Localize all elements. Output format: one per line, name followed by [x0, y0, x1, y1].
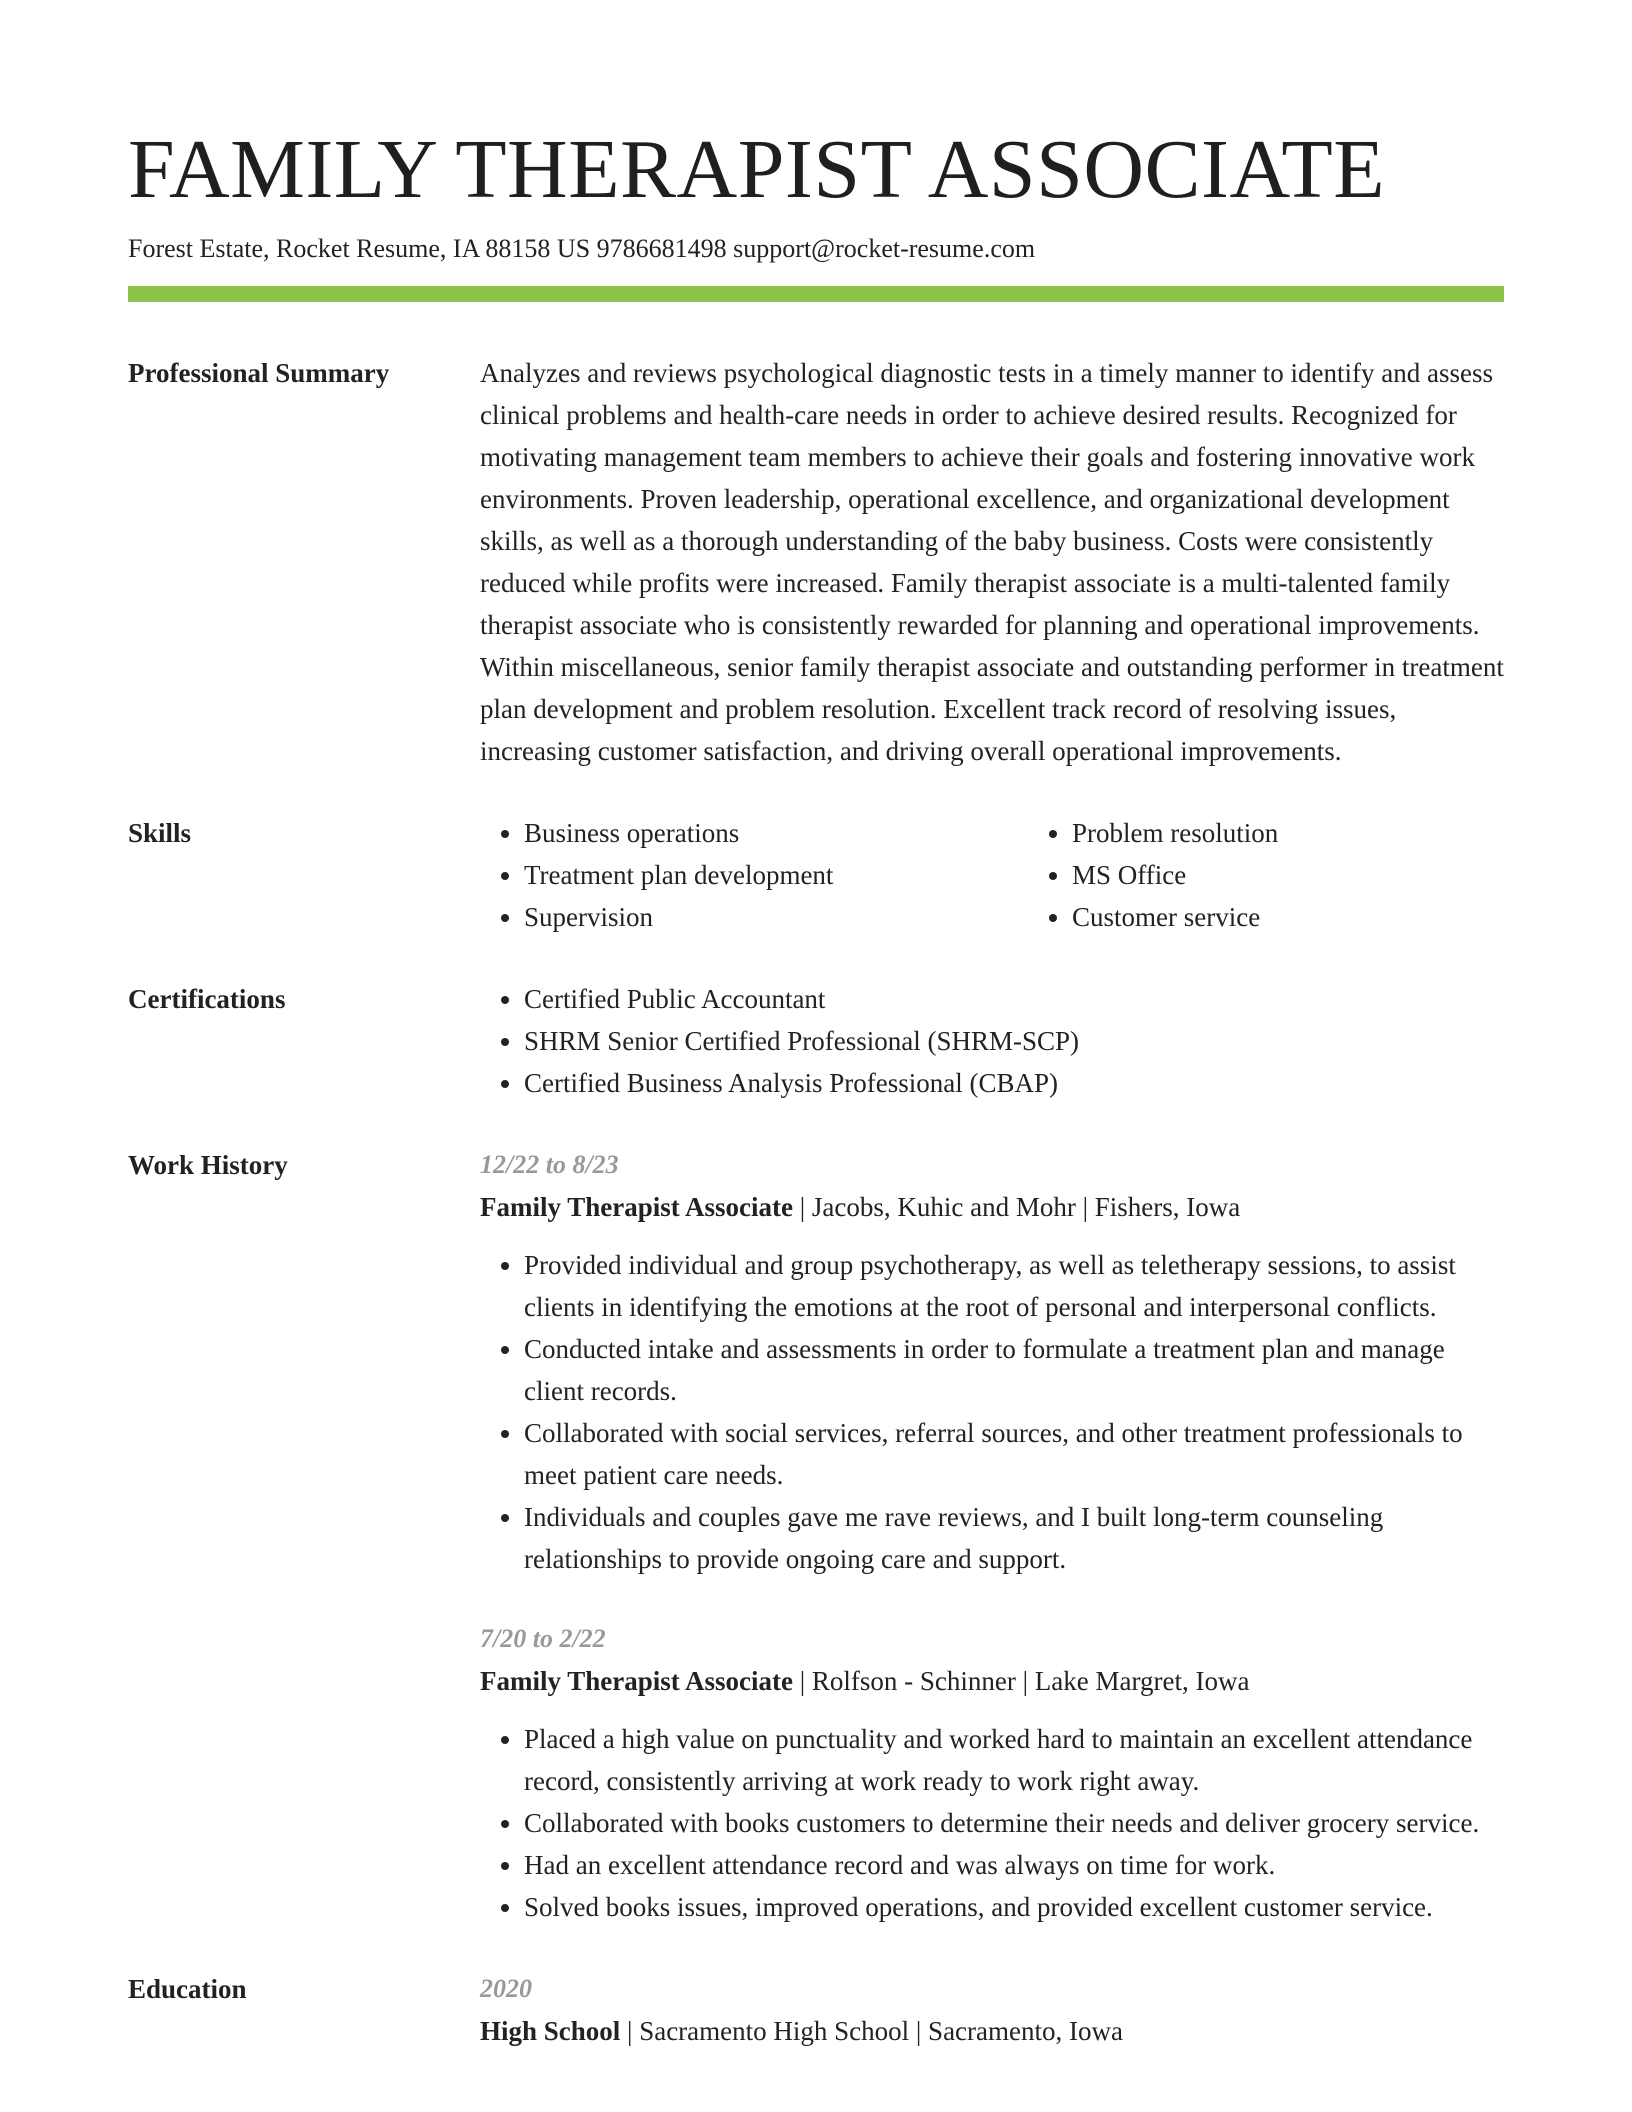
- job-employer-location: | Jacobs, Kuhic and Mohr | Fishers, Iowa: [793, 1192, 1241, 1222]
- skill-item: • Customer service: [1072, 896, 1576, 938]
- education-degree: High School: [480, 2016, 621, 2046]
- work-history-section: [128, 1144, 1504, 1928]
- skills-list-right: [1028, 812, 1576, 938]
- education-school-location: | Sacramento High School | Sacramento, Iowa: [620, 2016, 1123, 2046]
- education-date: 2020: [480, 1974, 532, 2003]
- section-title-certifications: Certifications: [128, 984, 286, 1014]
- certification-item: • SHRM Senior Certified Professional (SHRM-SCP): [524, 1020, 1504, 1062]
- certifications-section: [128, 978, 1504, 1104]
- certification-item: • Certified Public Accountant: [524, 978, 1504, 1020]
- contact-line: Forest Estate, Rocket Resume, IA 88158 US 9786681498 support@rocket-resume.com: [128, 234, 1036, 263]
- skills-list-left: [480, 812, 1028, 938]
- section-title-skills: Skills: [128, 818, 192, 848]
- job-bullet: • Placed a high value on punctuality and worked hard to maintain an excellent attendance record, consistently arriving at work ready to work right away.: [524, 1718, 1504, 1802]
- job-bullet: • Collaborated with books customers to determine their needs and deliver grocery service.: [524, 1802, 1504, 1844]
- skills-body: [480, 812, 1576, 938]
- job-employer-location: | Rolfson - Schinner | Lake Margret, Iowa: [793, 1666, 1250, 1696]
- job-bullet: • Individuals and couples gave me rave reviews, and I built long-term counseling relationships to provide ongoing care and support.: [524, 1496, 1504, 1580]
- job-bullets: [480, 1718, 1504, 1928]
- job-entry: [480, 1144, 1504, 1580]
- summary-text: Analyzes and reviews psychological diagnostic tests in a timely manner to identify and assess clinical problems and health-care needs in order to achieve desired results. Recognized for motivating management team members to achieve their goals and fostering innovative work environments. Proven leadership, operational excellence, and organizational development skills, as well as a thorough understanding of the baby business. Costs were consistently reduced while profits were increased. Family therapist associate is a multi-talented family therapist associate who is consistently rewarded for planning and operational improvements. Within miscellaneous, senior family therapist associate and outstanding performer in treatment plan development and problem resolution. Excellent track record of resolving issues, increasing customer satisfaction, and driving overall operational improvements.: [480, 358, 1504, 766]
- job-bullet: • Conducted intake and assessments in order to formulate a treatment plan and manage client records.: [524, 1328, 1504, 1412]
- job-dates: 7/20 to 2/22: [480, 1624, 606, 1653]
- skill-item: • Treatment plan development: [524, 854, 1028, 896]
- job-bullets: [480, 1244, 1504, 1580]
- certifications-body: [480, 978, 1504, 1104]
- certifications-list: [480, 978, 1504, 1104]
- skill-item: • Business operations: [524, 812, 1028, 854]
- skill-item: • Problem resolution: [1072, 812, 1576, 854]
- resume-name: FAMILY THERAPIST ASSOCIATE: [128, 123, 1386, 216]
- job-title-line: [480, 1660, 1504, 1702]
- job-role: Family Therapist Associate: [480, 1192, 793, 1222]
- job-role: Family Therapist Associate: [480, 1666, 793, 1696]
- job-dates: 12/22 to 8/23: [480, 1150, 619, 1179]
- job-bullet: • Solved books issues, improved operations, and provided excellent customer service.: [524, 1886, 1504, 1928]
- education-section: [128, 1968, 1504, 2052]
- education-line: [480, 2010, 1504, 2052]
- accent-divider: [128, 286, 1504, 302]
- resume-page: [128, 120, 1504, 2052]
- job-title-line: [480, 1186, 1504, 1228]
- skill-item: • Supervision: [524, 896, 1028, 938]
- job-bullet: • Collaborated with social services, referral sources, and other treatment professionals to meet patient care needs.: [524, 1412, 1504, 1496]
- work-history-body: [480, 1144, 1504, 1928]
- section-title-work-history: Work History: [128, 1150, 288, 1180]
- job-entry: [480, 1618, 1504, 1928]
- education-body: [480, 1968, 1504, 2052]
- skill-item: • MS Office: [1072, 854, 1576, 896]
- skills-section: [128, 812, 1504, 938]
- summary-body: [480, 352, 1504, 772]
- certification-item: • Certified Business Analysis Professional (CBAP): [524, 1062, 1504, 1104]
- section-title-education: Education: [128, 1974, 247, 2004]
- job-bullet: • Had an excellent attendance record and was always on time for work.: [524, 1844, 1504, 1886]
- section-title-summary: Professional Summary: [128, 358, 390, 388]
- job-bullet: • Provided individual and group psychotherapy, as well as teletherapy sessions, to assist clients in identifying the emotions at the root of personal and interpersonal conflicts.: [524, 1244, 1504, 1328]
- summary-section: [128, 352, 1504, 772]
